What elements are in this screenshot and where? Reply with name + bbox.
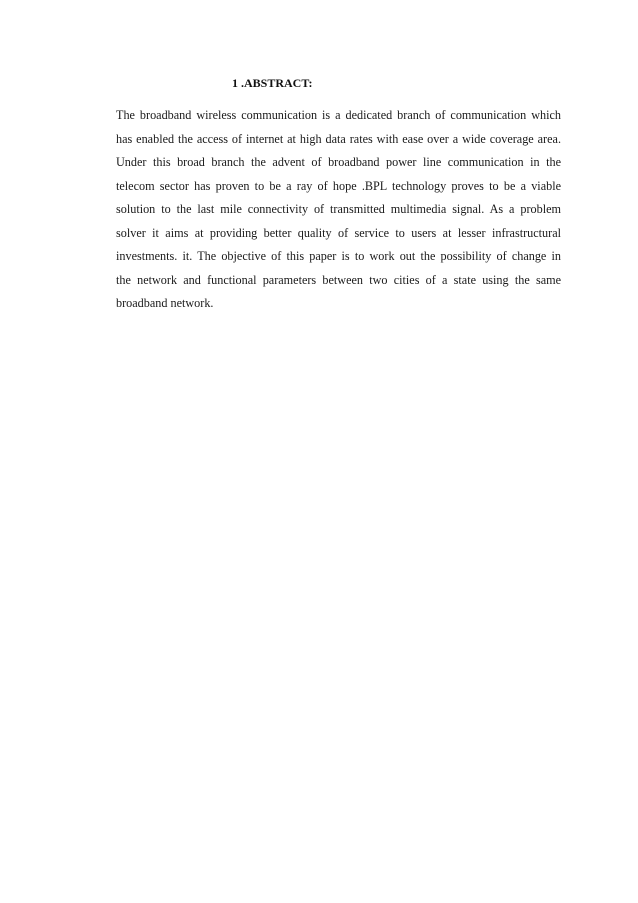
abstract-line-2: has enabled the access of internet at high data rates with ease over a wide coverage area. bbox=[116, 131, 561, 146]
abstract-line-8: the network and functional parameters between two cities of a state using the same bbox=[116, 272, 561, 287]
abstract-line-5: solution to the last mile connectivity of transmitted multimedia signal. As a problem bbox=[116, 202, 561, 216]
abstract-line-6: solver it aims at providing better quality of service to users at lesser infrastructural bbox=[116, 225, 561, 240]
abstract-line-1: The broadband wireless communication is a dedicated branch of communication which bbox=[116, 108, 561, 122]
abstract-line-9: broadband network. bbox=[116, 296, 214, 310]
abstract-line-7: investments. it. The objective of this paper is to work out the possibility of change in bbox=[116, 249, 561, 263]
abstract-line-4: telecom sector has proven to be a ray of hope .BPL technology proves to be a viable bbox=[116, 178, 561, 193]
abstract-heading: 1 .ABSTRACT: bbox=[232, 76, 313, 90]
abstract-line-3: Under this broad branch the advent of broadband power line communication in the bbox=[116, 155, 561, 169]
abstract-body bbox=[116, 104, 561, 316]
